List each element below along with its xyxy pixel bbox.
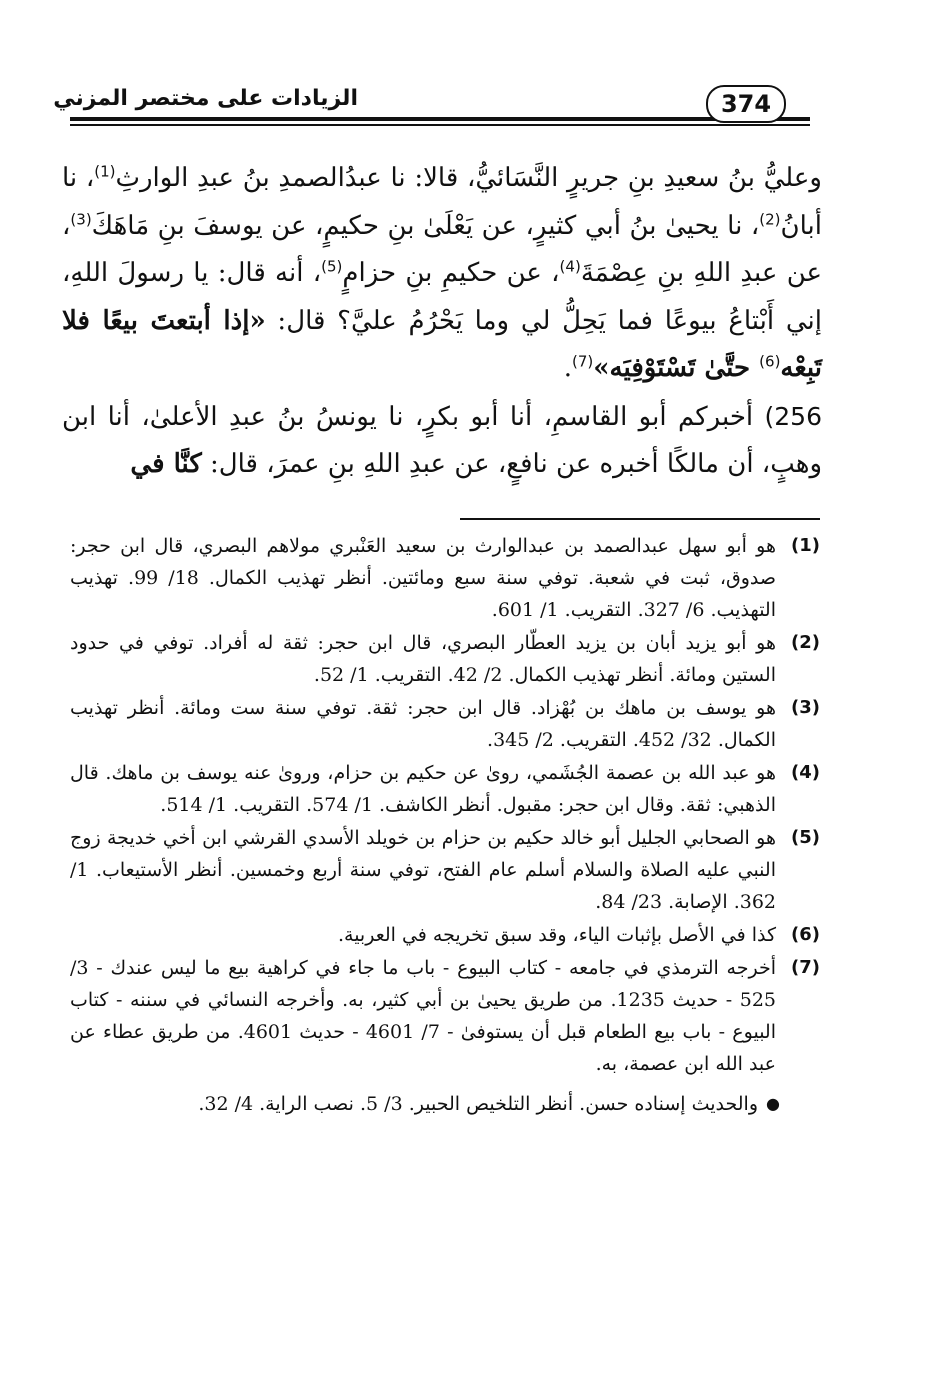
footnote: [70, 627, 820, 691]
footnote-ref: (3): [70, 209, 92, 228]
footnote: [70, 952, 820, 1080]
footnote-ref: (1): [94, 162, 116, 181]
bullet-icon: ●: [766, 1094, 780, 1113]
page-number: 374: [706, 85, 786, 123]
footnote-text: هو يوسف بن ماهك بن بُهْزاد. قال ابن حجر: ثقة. توفي سنة ست ومائة. أنظر تهذيب الكمال. 32/ 452. التقريب. 2/ 345.: [70, 697, 776, 751]
footnote-text: أخرجه الترمذي في جامعه - كتاب البيوع - باب ما جاء في كراهية بيع ما ليس عندك - 3/ 525 - حديث 1235. من طريق يحيىٰ بن أبي كثير، به. وأخرجه النسائي في سننه - كتاب البيوع - باب بيع الطعام قبل أن يستوفىٰ - 7/ 4601 - حديث 4601. من طريق عطاء عن عبد الله ابن عصمة، به.: [70, 957, 776, 1075]
footnote: [70, 530, 820, 626]
footnote-number: (1): [791, 535, 820, 556]
footnote-ref: (6): [759, 352, 781, 371]
footnote-number: (5): [791, 827, 820, 848]
footnote-ref: (5): [321, 257, 343, 276]
header-rule-thin: [70, 124, 810, 126]
footnote-number: (2): [791, 632, 820, 653]
footnote: [70, 822, 820, 918]
footnote-number: (3): [791, 697, 820, 718]
grading-note-text: والحديث إسناده حسن. أنظر التلخيص الحبير. 3/ 5. نصب الراية. 4/ 32.: [198, 1093, 758, 1115]
footnote-text: هو عبد الله بن عصمة الجُشَمي، روىٰ عن حكيم بن حزام، وروىٰ عنه يوسف بن ماهك. قال الذهبي: ثقة. وقال ابن حجر: مقبول. أنظر الكاشف. 1/ 574. التقريب. 1/ 514.: [70, 762, 776, 816]
prophetic-quote: «إذا أبتعتَ بيعًا فلا تَبِعْه: [62, 305, 822, 383]
grading-note: [70, 1088, 820, 1120]
footnote: [70, 692, 820, 756]
footnote-number: (7): [791, 957, 820, 978]
footnote-number: (6): [791, 924, 820, 945]
hadith-number: 256): [764, 401, 822, 431]
footnote-separator: [460, 518, 820, 520]
footnote-number: (4): [791, 762, 820, 783]
footnote-ref: (4): [559, 257, 581, 276]
footnote-ref: (7): [572, 352, 594, 371]
paragraph-hadith-255: وعليُّ بنُ سعيدِ بنِ جريرٍ النَّسَائيُّ، قالا: نا عبدُالصمدِ بنُ عبدِ الوارثِ$^{(1)}$، نا أبانُ$^{(2)}$، نا يحيىٰ بنُ أبي كثيرٍ، عن يَعْلَىٰ بنِ حكيمٍ، عن يوسفَ بنِ مَاهَكَ$^{(3)}$، عن عبدِ اللهِ بنِ عِصْمَةَ$^{(4)}$، عن حكيمِ بنِ حزامٍ$^{(5)}$، أنه قال: يا رسولَ اللهِ، إني أَبْتاعُ بيوعًا فما يَحِلُّ لي وما يَحْرُمُ عليَّ؟ قال: «إذا أبتعتَ بيعًا فلا تَبِعْه$^{(6)}$ حتَّىٰ تَسْتَوْفِيَه»$^{(7)}$.: [62, 162, 822, 383]
paragraph-hadith-256: 256) أخبركم أبو القاسمِ، أنا أبو بكرٍ، نا يونسُ بنُ عبدِ الأعلىٰ، أنا ابن وهبٍ، أن مالكًا أخبره عن نافعٍ، عن عبدِ اللهِ بنِ عمرَ، قال: كنَّا في: [62, 401, 822, 479]
footnote-text: كذا في الأصل بإثبات الياء، وقد سبق تخريجه في العربية.: [337, 924, 776, 946]
footnote: [70, 919, 820, 951]
footnote-text: هو الصحابي الجليل أبو خالد حكيم بن حزام بن خويلد الأسدي القرشي ابن أخي خديجة زوج النبي عليه الصلاة والسلام أسلم عام الفتح، توفي سنة أربع وخمسين. أنظر الأستيعاب. 1/ 362. الإصابة. 23/ 84.: [70, 827, 776, 913]
header-rule-thick: [70, 117, 810, 121]
prophetic-quote: حتَّىٰ تَسْتَوْفِيَه»: [593, 353, 760, 383]
footnote-text: هو أبو يزيد أبان بن يزيد العطّار البصري، قال ابن حجر: ثقة له أفراد. توفي في حدود الستين ومائة. أنظر تهذيب الكمال. 2/ 42. التقريب. 1/ 52.: [70, 632, 776, 686]
footnotes: [70, 530, 820, 1120]
footnote-text: هو أبو سهل عبدالصمد بن عبدالوارث بن سعيد العَنْبري مولاهم البصري، قال ابن حجر: صدوق، ثبت في شعبة. توفي سنة سبع ومائتين. أنظر تهذيب الكمال. 18/ 99. تهذيب التهذيب. 6/ 327. التقريب. 1/ 601.: [70, 535, 776, 621]
running-header-title: الزيادات على مختصر المزني: [53, 86, 358, 111]
main-text: [62, 155, 822, 489]
footnote-ref: (2): [759, 209, 781, 228]
footnote: [70, 757, 820, 821]
